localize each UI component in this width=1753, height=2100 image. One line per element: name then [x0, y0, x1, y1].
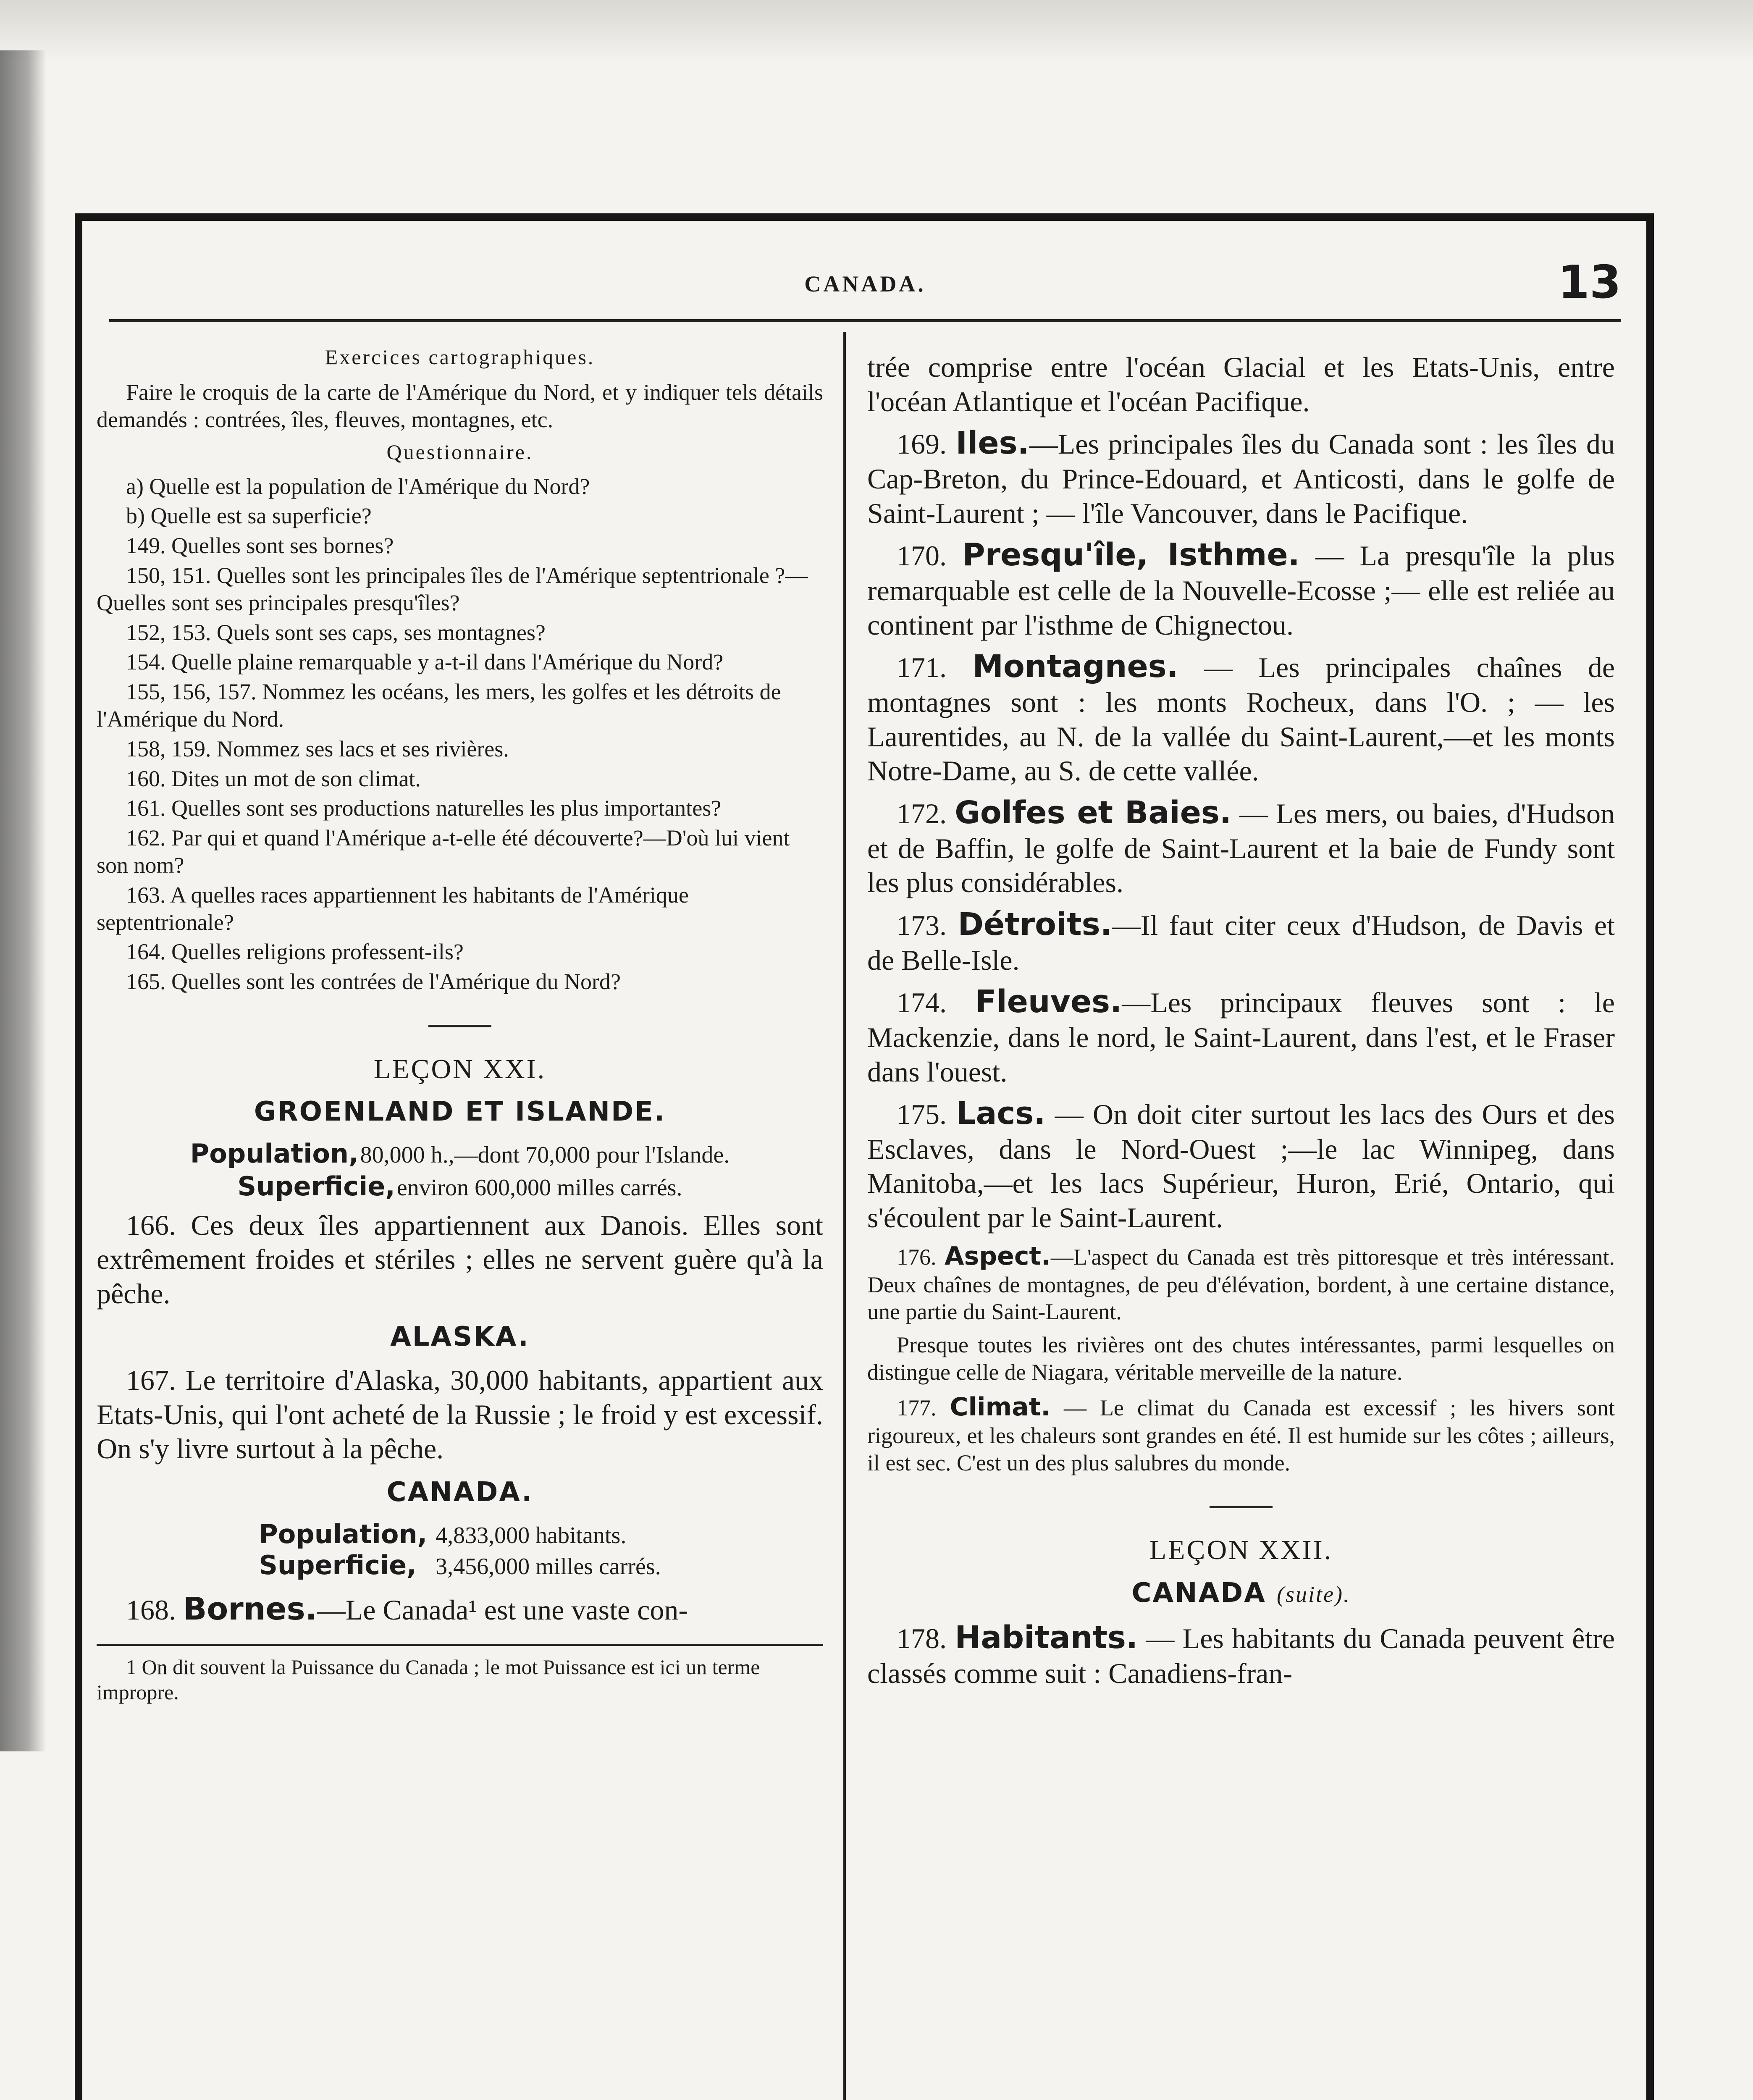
paragraph-173	[867, 906, 1615, 977]
population-value: 80,000 h.,—dont 70,000 pour l'Islande.	[360, 1142, 730, 1168]
paragraph-171-keyword: Montagnes.	[972, 648, 1178, 685]
paragraph-169-text: —Les principales îles du Canada sont : les îles du Cap-Breton, du Prince-Edouard, et Anticosti, dans le golfe de Saint-Laurent ; — l'île Vancouver, dans le Pacifique.	[867, 428, 1615, 529]
question-162: 162. Par qui et quand l'Amérique a-t-elle été découverte?—D'où lui vient son nom?	[97, 825, 790, 878]
question-a: a) Quelle est la population de l'Amérique du Nord?	[126, 473, 590, 499]
lecon-22-title: LEÇON XXII.	[1149, 1535, 1333, 1566]
paragraph-169-keyword: Iles.	[955, 425, 1029, 462]
lecon-21-title: LEÇON XXI.	[373, 1053, 546, 1084]
question-b: b) Quelle est sa superficie?	[126, 503, 372, 529]
question-155: 155, 156, 157. Nommez les océans, les mers, les golfes et les détroits de l'Amérique du Nord.	[97, 679, 781, 732]
paragraph-172-number: 172.	[897, 797, 947, 830]
canada-population-value: 4,833,000 habitants.	[436, 1522, 627, 1549]
footnote-rule	[97, 1644, 823, 1646]
column-divider	[843, 332, 846, 2100]
paragraph-172-text: — Les mers, ou baies, d'Hudson et de Baffin, le golfe de Saint-Laurent et la baie de Fundy sont les plus considérables.	[867, 797, 1615, 899]
question-150: 150, 151. Quelles sont les principales îles de l'Amérique septentrionale ?—Quelles sont ses principales presqu'îles?	[97, 562, 808, 615]
paragraph-174-keyword: Fleuves.	[975, 984, 1122, 1020]
section-rule-right	[1210, 1506, 1273, 1508]
groenland-heading: GROENLAND ET ISLANDE.	[254, 1096, 666, 1128]
paragraph-168-text: —Le Canada¹ est une vaste con-	[317, 1593, 688, 1626]
paragraph-167: 167. Le territoire d'Alaska, 30,000 habitants, appartient aux Etats-Unis, qui l'ont acheté de la Russie ; le froid y est excessif. On s'y livre surtout à la pêche.	[97, 1364, 823, 1465]
paragraph-171-number: 171.	[897, 651, 947, 684]
section-rule	[428, 1025, 491, 1027]
paragraph-173-keyword: Détroits.	[958, 906, 1112, 942]
paragraph-169-number: 169.	[897, 428, 947, 460]
canada-stats	[97, 1519, 823, 1581]
header-rule	[109, 319, 1621, 322]
question-165: 165. Quelles sont les contrées de l'Amérique du Nord?	[126, 969, 621, 995]
paragraph-173-number: 173.	[897, 909, 947, 941]
paragraph-169	[867, 425, 1615, 530]
paragraph-171-text: — Les principales chaînes de montagnes sont : les monts Rocheux, dans l'O. ; — les Laurentides, au N. de la vallée du Saint-Laurent,—et les monts Notre-Dame, au S. de cette vallée.	[867, 651, 1615, 787]
footnote: 1 On dit souvent la Puissance du Canada ; le mot Puissance est ici un terme impropre.	[97, 1655, 760, 1704]
paragraph-168-continued: trée comprise entre l'océan Glacial et les Etats-Unis, entre l'océan Atlantique et l'océan Pacifique.	[867, 351, 1615, 417]
question-149: 149. Quelles sont ses bornes?	[126, 533, 394, 559]
paragraph-175	[867, 1095, 1615, 1235]
paragraph-178	[867, 1619, 1615, 1690]
paragraph-178-number: 178.	[897, 1622, 947, 1655]
paragraph-170-keyword: Presqu'île, Isthme.	[962, 537, 1300, 573]
paragraph-177-number: 177.	[897, 1395, 937, 1420]
population-label: Population,	[190, 1138, 359, 1169]
question-163: 163. A quelles races appartiennent les habitants de l'Amérique septentrionale?	[97, 882, 689, 935]
paragraph-175-number: 175.	[897, 1098, 947, 1131]
paragraph-175-keyword: Lacs.	[956, 1095, 1046, 1132]
question-154: 154. Quelle plaine remarquable y a-t-il dans l'Amérique du Nord?	[126, 649, 724, 675]
alaska-heading: ALASKA.	[390, 1321, 530, 1353]
paragraph-176-b: Presque toutes les rivières ont des chutes intéressantes, parmi lesquelles on distingue celle de Niagara, véritable merveille de la nature.	[867, 1332, 1615, 1385]
paragraph-178-keyword: Habitants.	[955, 1620, 1138, 1656]
binding-shadow	[0, 50, 46, 1751]
canada-suite-heading	[867, 1577, 1615, 1609]
left-column	[97, 344, 823, 1705]
exercises-title: Exercices cartographiques.	[325, 345, 595, 369]
paragraph-172	[867, 794, 1615, 900]
paragraph-177-keyword: Climat.	[950, 1392, 1051, 1422]
groenland-superficie	[97, 1171, 823, 1202]
paragraph-170-text: — La presqu'île la plus remarquable est celle de la Nouvelle-Ecosse ;— elle est reliée au continent par l'isthme de Chignectou.	[867, 540, 1615, 641]
paragraph-168-keyword: Bornes.	[183, 1591, 317, 1627]
paragraph-166: 166. Ces deux îles appartiennent aux Danois. Elles sont extrêmement froides et stériles ; elles ne servent guère qu'à la pêche.	[97, 1209, 823, 1310]
question-152: 152, 153. Quels sont ses caps, ses montagnes?	[126, 620, 546, 645]
page-number: 13	[1558, 256, 1621, 309]
paragraph-174-number: 174.	[897, 987, 947, 1019]
canada-heading: CANADA.	[386, 1477, 533, 1508]
superficie-label: Superficie,	[237, 1171, 395, 1202]
paragraph-174-text: —Les principaux fleuves sont : le Mackenzie, dans le nord, le Saint-Laurent, dans l'est, et le Fraser dans l'ouest.	[867, 987, 1615, 1088]
canada-suite-note: (suite).	[1277, 1581, 1351, 1607]
superficie-value: environ 600,000 milles carrés.	[396, 1175, 682, 1201]
paragraph-170	[867, 536, 1615, 642]
scan-noise-top	[0, 0, 1753, 63]
question-158: 158, 159. Nommez ses lacs et ses rivières.	[126, 736, 509, 761]
paragraph-177-text: — Le climat du Canada est excessif ; les hivers sont rigoureux, et les chaleurs sont grandes en été. Il est humide sur les côtes ; ailleurs, il est sec. C'est un des plus salubres du monde.	[867, 1395, 1615, 1475]
paragraph-168	[97, 1591, 823, 1628]
question-164: 164. Quelles religions professent-ils?	[126, 939, 464, 965]
paragraph-176-text: —L'aspect du Canada est très pittoresque et très intéressant. Deux chaînes de montagnes, de peu d'élévation, bordent, à une certaine distance, une partie du Saint-Laurent.	[867, 1244, 1615, 1325]
question-list	[97, 473, 823, 995]
right-column	[867, 344, 1615, 1697]
canada-superficie-value: 3,456,000 milles carrés.	[436, 1554, 661, 1580]
paragraph-176-keyword: Aspect.	[945, 1241, 1051, 1271]
paragraph-175-text: — On doit citer surtout les lacs des Ours et des Esclaves, dans le Nord-Ouest ;—le lac Winnipeg, dans Manitoba,—et les lacs Supérieur, Huron, Erié, Ontario, qui s'écoulent par le Saint-Laurent.	[867, 1098, 1615, 1234]
question-160: 160. Dites un mot de son climat.	[126, 766, 421, 791]
paragraph-168-number: 168.	[126, 1593, 176, 1626]
groenland-population	[97, 1138, 823, 1169]
paragraph-172-keyword: Golfes et Baies.	[955, 794, 1232, 831]
paragraph-177	[867, 1392, 1615, 1477]
paragraph-170-number: 170.	[897, 540, 947, 572]
paragraph-178-text: — Les habitants du Canada peuvent être classés comme suit : Canadiens-fran-	[867, 1622, 1615, 1690]
paragraph-176-number: 176.	[897, 1244, 937, 1270]
paragraph-176	[867, 1241, 1615, 1326]
questionnaire-title: Questionnaire.	[386, 440, 533, 464]
page-header	[109, 256, 1621, 323]
canada-superficie-label: Superficie,	[259, 1550, 417, 1581]
paragraph-174	[867, 983, 1615, 1089]
paragraph-171	[867, 648, 1615, 788]
canada-suite-title: CANADA	[1131, 1577, 1266, 1609]
exercises-text: Faire le croquis de la carte de l'Amérique du Nord, et y indiquer tels détails demandés : contrées, îles, fleuves, montagnes, etc.	[97, 380, 823, 432]
question-161: 161. Quelles sont ses productions naturelles les plus importantes?	[126, 795, 722, 821]
canada-population-label: Population,	[259, 1518, 428, 1549]
paragraph-173-text: —Il faut citer ceux d'Hudson, de Davis et de Belle-Isle.	[867, 909, 1615, 976]
running-title: CANADA.	[804, 271, 926, 297]
